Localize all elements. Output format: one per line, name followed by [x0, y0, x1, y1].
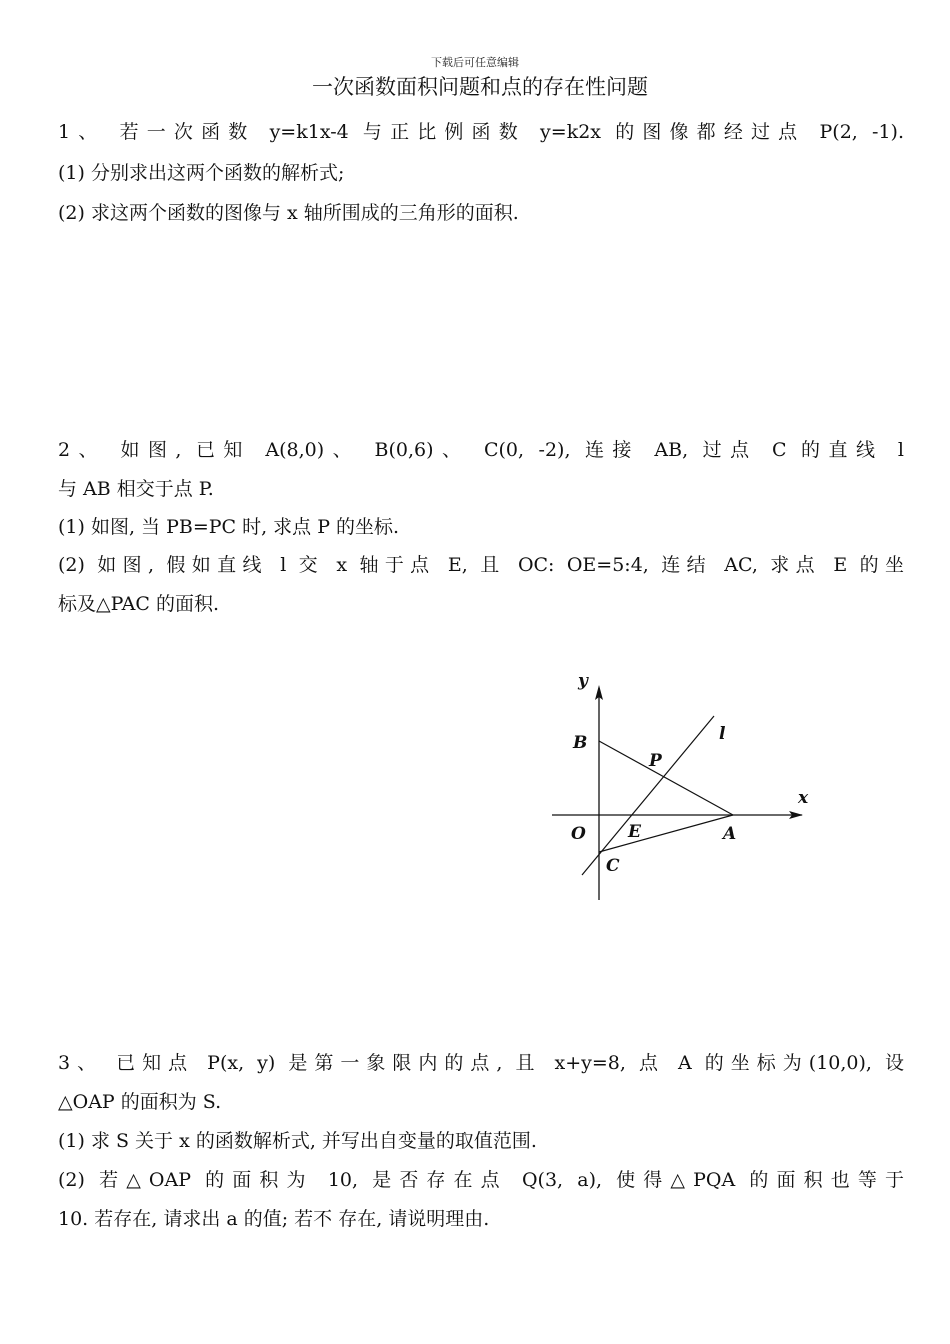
label-x: x	[798, 788, 809, 808]
label-p: P	[649, 751, 662, 771]
label-c: C	[606, 856, 620, 876]
problem-3-statement: 3、 已知点 P(x, y) 是第一象限内的点, 且 x+y=8, 点 A 的坐标为(10,0), 设	[58, 1052, 904, 1074]
label-o: O	[571, 824, 586, 844]
label-a: A	[723, 824, 737, 844]
segment-ac	[599, 815, 733, 852]
problem-2-part-2: (2) 如图, 假如直线 l 交 x 轴于点 E, 且 OC: OE=5:4, 连结 AC, 求点 E 的坐	[58, 554, 904, 576]
watermark-text: 下载后可任意编辑	[431, 56, 519, 69]
problem-2-part-2-cont: 标及△PAC 的面积.	[58, 593, 219, 615]
problem-3-statement-cont: △OAP 的面积为 S.	[58, 1091, 222, 1113]
label-b: B	[573, 733, 588, 753]
figure-svg	[540, 662, 830, 907]
problem-3-part-1: (1) 求 S 关于 x 的函数解析式, 并写出自变量的取值范围.	[58, 1130, 537, 1152]
problem-2-statement: 2、 如图, 已知 A(8,0)、 B(0,6)、 C(0, -2), 连接 AB, 过点 C 的直线 l	[58, 439, 904, 461]
problem-2-part-1: (1) 如图, 当 PB=PC 时, 求点 P 的坐标.	[58, 516, 400, 538]
problem-3-part-2-cont: 10. 若存在, 请求出 a 的值; 若不 存在, 请说明理由.	[58, 1208, 490, 1230]
page-title: 一次函数面积问题和点的存在性问题	[312, 75, 648, 99]
problem-1-statement: 1、 若一次函数 y=k1x-4 与正比例函数 y=k2x 的图像都经过点 P(2, -1).	[58, 121, 904, 143]
problem-3-part-2: (2) 若△OAP 的面积为 10, 是否存在点 Q(3, a), 使得△PQA 的面积也等于	[58, 1169, 904, 1191]
label-e: E	[628, 822, 641, 842]
segment-ab	[599, 741, 733, 815]
line-l	[582, 716, 714, 875]
problem-1-part-1: (1) 分别求出这两个函数的解析式;	[58, 162, 345, 184]
problem-2-statement-cont: 与 AB 相交于点 P.	[58, 478, 214, 500]
coordinate-figure	[540, 662, 830, 907]
problem-1-part-2: (2) 求这两个函数的图像与 x 轴所围成的三角形的面积.	[58, 202, 519, 224]
label-l: l	[719, 724, 726, 744]
label-y: y	[578, 671, 588, 691]
